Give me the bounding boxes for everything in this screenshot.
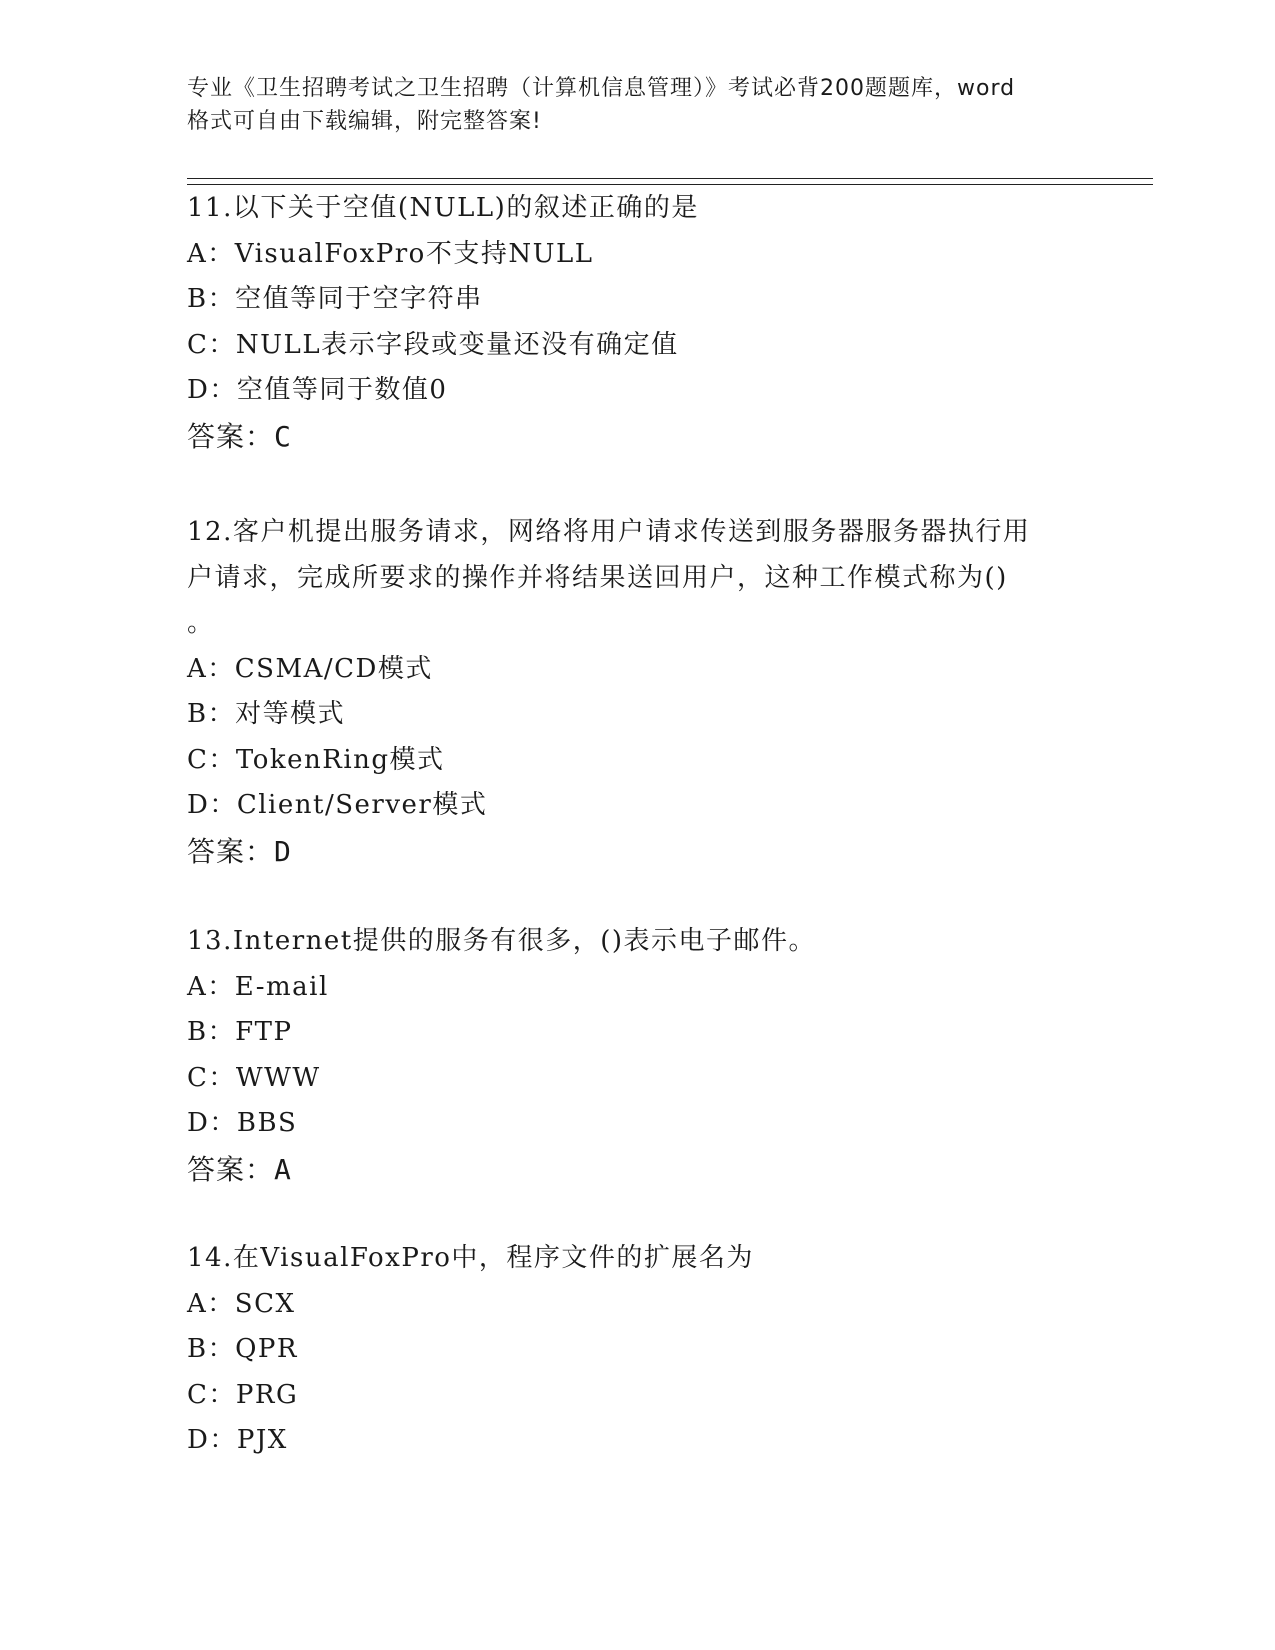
- answer-value: D: [274, 834, 292, 868]
- option-d: D：PJX: [187, 1425, 288, 1455]
- answer-value: C: [274, 419, 292, 453]
- question-14: [187, 1236, 1087, 1464]
- header-line-2: 格式可自由下载编辑，附完整答案!: [187, 109, 542, 134]
- option-c: C：TokenRing模式: [187, 744, 445, 775]
- question-stem: 11.以下关于空值(NULL)的叙述正确的是: [187, 193, 699, 223]
- question-12: [187, 510, 1087, 874]
- header-divider-top: [187, 178, 1153, 179]
- option-b: B：对等模式: [187, 699, 346, 729]
- option-d: D：Client/Server模式: [187, 790, 488, 820]
- answer-label: 答案：: [187, 834, 275, 868]
- question-stem: 14.在VisualFoxPro中，程序文件的扩展名为: [187, 1243, 754, 1273]
- option-c: C：NULL表示字段或变量还没有确定值: [187, 329, 679, 360]
- question-stem-line-1: 12.客户机提出服务请求，网络将用户请求传送到服务器服务器执行用: [187, 517, 1031, 547]
- question-stem-line-3: 。: [187, 608, 215, 638]
- option-a: A：SCX: [187, 1288, 296, 1319]
- option-a: A：VisualFoxPro不支持NULL: [187, 238, 594, 269]
- option-c: C：PRG: [187, 1379, 299, 1410]
- question-stem-line-2: 户请求，完成所要求的操作并将结果送回用户，这种工作模式称为(): [187, 562, 1008, 593]
- answer-line: [187, 829, 1087, 875]
- option-b: B：空值等同于空字符串: [187, 284, 483, 314]
- option-d: D：BBS: [187, 1108, 298, 1138]
- option-b: B：QPR: [187, 1334, 298, 1364]
- answer-label: 答案：: [187, 1152, 275, 1186]
- option-a: A：CSMA/CD模式: [187, 653, 433, 684]
- document-header: [187, 72, 1087, 138]
- option-c: C：WWW: [187, 1062, 321, 1093]
- question-11: [187, 186, 1087, 459]
- header-divider-bottom: [187, 184, 1153, 185]
- answer-line: [187, 414, 1087, 460]
- option-a: A：E-mail: [187, 971, 329, 1002]
- header-line-1: 专业《卫生招聘考试之卫生招聘（计算机信息管理）》考试必背200题题库，word: [187, 76, 1016, 101]
- answer-label: 答案：: [187, 419, 275, 453]
- option-d: D：空值等同于数值0: [187, 375, 448, 405]
- option-b: B：FTP: [187, 1017, 293, 1047]
- question-13: [187, 919, 1087, 1192]
- answer-line: [187, 1147, 1087, 1193]
- question-stem: 13.Internet提供的服务有很多，()表示电子邮件。: [187, 926, 816, 956]
- answer-value: A: [274, 1152, 292, 1186]
